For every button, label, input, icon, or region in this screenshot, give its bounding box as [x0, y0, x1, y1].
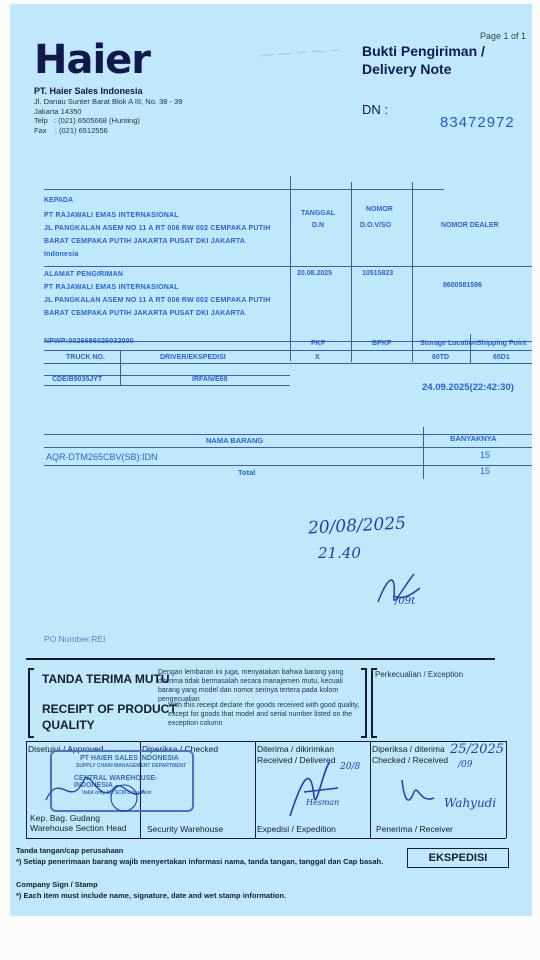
- delivery-note-sheet: [10, 4, 532, 916]
- faint-scribble: ⁓ ⁓ ∽ ⁓ ∽: [259, 41, 342, 63]
- ship-address-1: JL PANGKALAN ASEM NO 11 A RT 006 RW 002 CEMPAKA PUTIH: [44, 297, 271, 304]
- ekspedisi-copy-label: EKSPEDISI: [407, 848, 509, 868]
- receipt-of-product: RECEIPT OF PRODUCT QUALITY: [42, 702, 177, 732]
- delivered-label: Diterima / dikirimkan Received / Delivered: [257, 744, 336, 765]
- warehouse-stamp: PT HAIER SALES INDONESIA SUPPLY CHAIN MANAGEMENT DEPARTMENT CENTRAL WAREHOUSE-INDONESIA Valid only for SCM document: [50, 750, 194, 812]
- col-nomor: NOMOR: [366, 206, 393, 213]
- col-driver: DRIVER/EKSPEDISI: [160, 354, 226, 361]
- ship-label: ALAMAT PENGIRIMAN: [44, 271, 124, 278]
- tanda-terima-desc: Dengan lembaran ini juga, menyatakan bahwa barang yang diterima tidak bermasalah secara manajemen mutu, kecuali barang yang model dan nomor serinya tertera pada kolom pengecualian: [158, 669, 344, 703]
- col-banyaknya: BANYAKNYA: [450, 434, 497, 443]
- col-nomor-dealer: NOMOR DEALER: [441, 222, 499, 229]
- tanda-tangan-label: Tanda tangan/cap perusahaan: [16, 846, 124, 855]
- col-truck-no: TRUCK NO.: [66, 354, 105, 361]
- total-qty: 15: [480, 466, 491, 476]
- checked-label: Diperiksa / Checked: [142, 744, 219, 754]
- approved-label: Disetujui / Approved: [28, 744, 104, 754]
- haier-logo: Haier: [34, 37, 151, 83]
- recipient-address-2: BARAT CEMPAKA PUTIH JAKARTA PUSAT DKI JAKARTA: [44, 238, 246, 245]
- handwritten-time: 21.40: [318, 544, 361, 562]
- item-name: AQR-DTM265CBV(SB):IDN: [46, 452, 158, 462]
- shipping-value: 65D1: [493, 354, 510, 361]
- received-month: /09: [458, 760, 473, 770]
- security-label: Security Warehouse: [147, 824, 224, 834]
- recipient-address-1: JL PANGKALAN ASEM NO 11 A RT 006 RW 002 CEMPAKA PUTIH: [44, 225, 271, 232]
- expedisi-name: Hesman: [306, 798, 340, 807]
- ship-address-2: BARAT CEMPAKA PUTIH JAKARTA PUSAT DKI JAKARTA: [44, 310, 246, 317]
- receipt-desc: With this receipt declare the goods received with good quality, except for goods that model and serial number listed on the exception column: [168, 702, 360, 727]
- col-bpkp: BPKP: [372, 340, 392, 347]
- col-tanggal: TANGGAL: [301, 210, 336, 217]
- kepada-label: KEPADA: [44, 197, 74, 204]
- dn-label: DN :: [362, 102, 388, 117]
- note-english: *) Each item must include name, signature, date and wet stamp information.: [16, 891, 287, 900]
- col-nama-barang: NAMA BARANG: [206, 436, 264, 445]
- tanggal-value: 20.08.2025: [297, 270, 333, 277]
- pkp-value: X: [315, 354, 320, 361]
- total-label: Total: [238, 468, 256, 477]
- company-sign-label: Company Sign / Stamp: [16, 880, 98, 889]
- dealer-value: 8600581596: [443, 282, 482, 289]
- col-storage-location: Storage Location: [420, 340, 478, 347]
- expedisi-label: Expedisi / Expedition: [257, 824, 336, 834]
- warehouse-head-label: Kep. Bag. Gudang Warehouse Section Head: [30, 813, 127, 833]
- receiver-signature: [398, 774, 438, 814]
- nomor-value: 10515823: [362, 270, 394, 277]
- note-indonesian: *) Setiap penerimaan barang wajib menyertakan informasi nama, tanda tangan, tanggal dan Cap basah.: [16, 857, 384, 866]
- exception-label: Perkecualian / Exception: [375, 670, 464, 679]
- stamp-signature: [40, 760, 150, 820]
- truck-value: CDE/B9035JYT: [52, 376, 103, 383]
- recipient-name: PT RAJAWALI EMAS INTERNASIONAL: [44, 212, 179, 219]
- handwritten-initial: /09t: [395, 596, 416, 607]
- receiver-label: Penerima / Receiver: [376, 824, 454, 834]
- col-pkp: PKP: [311, 340, 326, 347]
- expedisi-date: 20/8: [340, 762, 361, 772]
- col-shipping-point: Shipping Point: [477, 340, 527, 347]
- print-timestamp: 24.09.2025(22:42:30): [422, 382, 514, 393]
- company-name: PT. Haier Sales Indonesia: [34, 86, 143, 96]
- driver-value: IRFAN/E69: [192, 376, 228, 383]
- npwp: NPWP:0026686026032000: [44, 338, 134, 345]
- dn-number: 83472972: [440, 114, 515, 131]
- po-number: PO Number:REI: [44, 634, 106, 644]
- storage-value: 60TD: [432, 354, 450, 361]
- tanda-terima-mutu: TANDA TERIMA MUTU: [42, 672, 170, 686]
- document-title: Bukti Pengiriman / Delivery Note: [362, 43, 485, 77]
- ship-name: PT RAJAWALI EMAS INTERNASIONAL: [44, 284, 179, 291]
- col-do-so: D.O.V/SO: [360, 222, 392, 229]
- col-dn: D.N: [312, 222, 325, 229]
- company-address: Jl. Danau Sunter Barat Blok A III, No. 38 - 39 Jakarta 14350 Telp : (021) 6505668 (Hunting) Fax : (021) 6512556: [34, 97, 183, 135]
- received-date: 25/2025: [450, 742, 505, 757]
- handwritten-date: 20/08/2025: [307, 513, 407, 539]
- item-qty: 15: [480, 450, 491, 460]
- checked-received-label: Diperiksa / diterima Checked / Received: [372, 744, 449, 765]
- receiver-name: Wahyudi: [444, 796, 497, 810]
- recipient-country: Indonesia: [44, 251, 79, 258]
- page-number: Page 1 of 1: [480, 31, 527, 41]
